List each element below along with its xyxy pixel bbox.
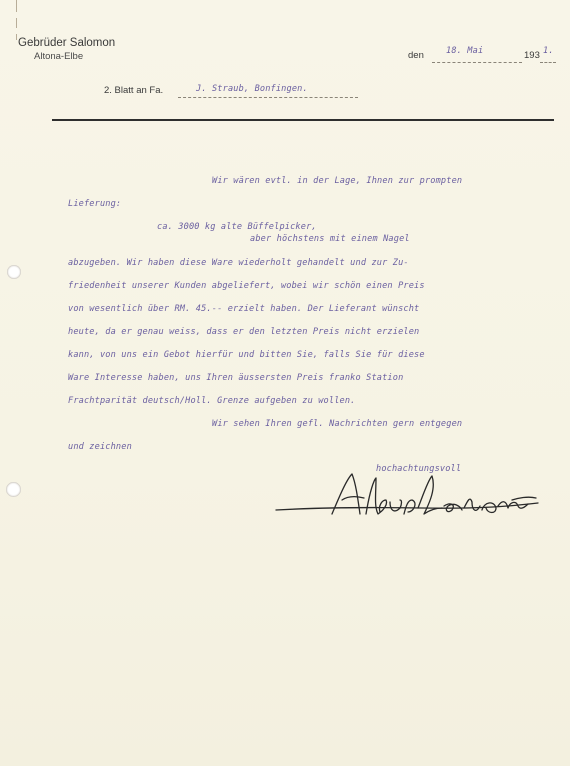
company-name: Gebrüder Salomon xyxy=(18,37,116,49)
edge-mark xyxy=(16,0,17,12)
body-line: heute, da er genau weiss, dass er den letzten Preis nicht erzielen xyxy=(68,327,420,337)
company-city: Altona-Elbe xyxy=(34,51,84,62)
date-prefix: den xyxy=(408,50,424,61)
date-underline xyxy=(432,62,522,63)
handwritten-signature xyxy=(272,470,542,530)
body-line: Wir sehen Ihren gefl. Nachrichten gern entgegen xyxy=(212,419,463,429)
edge-mark xyxy=(16,18,17,28)
punch-hole xyxy=(7,265,21,279)
recipient-label: 2. Blatt an Fa. xyxy=(104,85,164,96)
year-underline xyxy=(540,62,556,63)
punch-hole xyxy=(6,482,21,497)
body-line: friedenheit unserer Kunden abgeliefert, wobei wir schön einen Preis xyxy=(68,281,425,291)
body-line: Wir wären evtl. in der Lage, Ihnen zur prompten xyxy=(212,176,463,186)
closing: hochachtungsvoll xyxy=(376,464,462,474)
date-year-prefix: 193 xyxy=(524,50,540,61)
recipient-name: J. Straub, Bonfingen. xyxy=(196,84,308,94)
recipient-underline xyxy=(178,97,358,98)
body-line: kann, von uns ein Gebot hierfür und bitten Sie, falls Sie für diese xyxy=(68,350,425,360)
body-line: Ware Interesse haben, uns Ihren äussersten Preis franko Station xyxy=(68,373,404,383)
body-line: Frachtparität deutsch/Holl. Grenze aufgeben zu wollen. xyxy=(68,396,356,406)
item-line: ca. 3000 kg alte Büffelpicker, xyxy=(157,222,317,232)
header-rule xyxy=(52,119,554,121)
body-line: und zeichnen xyxy=(68,442,132,452)
body-line: Lieferung: xyxy=(68,199,122,209)
body-line: von wesentlich über RM. 45.-- erzielt haben. Der Lieferant wünscht xyxy=(68,304,420,314)
date-day-month: 18. Mai xyxy=(446,46,484,56)
edge-mark xyxy=(16,34,17,40)
item-line: aber höchstens mit einem Nagel xyxy=(250,234,410,244)
date-year-digit: 1. xyxy=(543,46,554,56)
body-line: abzugeben. Wir haben diese Ware wiederholt gehandelt und zur Zu- xyxy=(68,258,409,268)
